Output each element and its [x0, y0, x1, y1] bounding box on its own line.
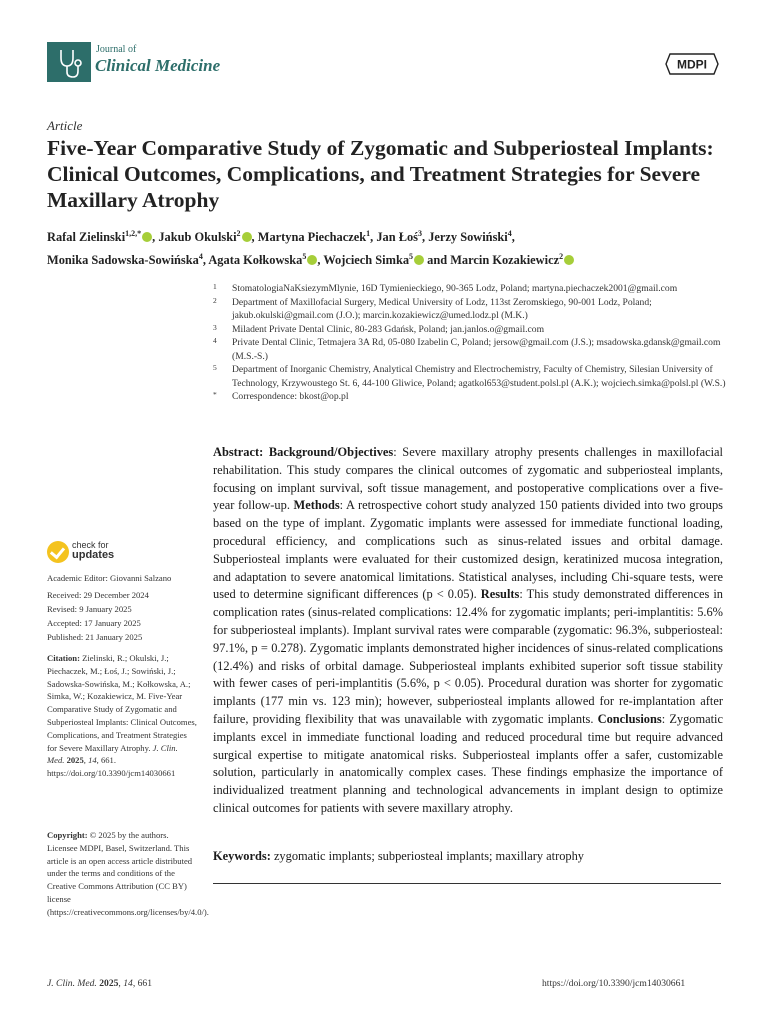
abstract	[213, 444, 723, 818]
copyright-text: © 2025 by the authors. Licensee MDPI, Basel, Switzerland. This article is an open access article distributed under the terms and conditions of the Creative Commons Attribution (CC BY) license (https://creativecommons.org/licenses/by/4.0/).	[47, 830, 209, 917]
orcid-icon[interactable]	[564, 255, 574, 265]
publisher-name: MDPI	[677, 57, 707, 72]
check-icon	[47, 541, 69, 563]
conclusions-label: Conclusions	[597, 711, 662, 726]
journal-logo	[47, 42, 91, 82]
author-name: Rafal Zielinski	[47, 230, 126, 245]
divider	[213, 883, 721, 884]
abstract-label: Abstract:	[213, 445, 264, 459]
author-affiliation-mark: 1,2,*	[125, 229, 142, 238]
author-separator: ,	[152, 230, 159, 245]
affiliation-text: Department of Inorganic Chemistry, Analytical Chemistry and Electrochemistry, Faculty of Chemistry, Silesian University of Technology, Krzywoustego St. 6, 44-100 Gliwice, Poland; agatkol653@student.polsl.pl (A.K.); wojciech.simka@polsl.pl (W.S.)	[232, 364, 726, 389]
author-name: Martyna Piechaczek	[257, 230, 367, 245]
footer-year: 2025	[99, 978, 119, 989]
footer-doi-link[interactable]: https://doi.org/10.3390/jcm14030661	[542, 978, 686, 989]
author-separator: ,	[422, 230, 429, 245]
footer-journal: J. Clin. Med.	[47, 978, 97, 989]
citation: Citation: Zielinski, R.; Okulski, J.; Piechaczek, M.; Łoś, J.; Sowiński, J.; Sadowska-Sowińska, M.; Kołkowska, A.; Simka, W.; Kozakiewicz, M. Five-Year Comparative Study of Zygomatic and Subperiosteal Implants: Clinical Outcomes, Complications, and Treatment Strategies for Severe Maxillary Atrophy. J. Clin. Med. 2025, 14, 661. https://doi.org/10.3390/jcm14030661	[47, 653, 197, 779]
affiliation-number: 3	[213, 322, 217, 332]
orcid-icon[interactable]	[307, 255, 317, 265]
author-affiliation-mark: 2	[236, 229, 241, 238]
author-name: Jakub Okulski	[158, 230, 237, 245]
author-name: Wojciech Simka	[323, 253, 410, 268]
author-name: Jan Łoś	[376, 230, 419, 245]
check-updates-line2: updates	[72, 549, 115, 561]
affiliation-item	[213, 282, 733, 296]
citation-pages: 661. https://doi.org/10.3390/jcm14030661	[47, 755, 176, 779]
accepted-date: Accepted: 17 January 2025	[47, 618, 141, 628]
affiliation-text: Private Dental Clinic, Tetmajera 3A Rd, 05-080 Izabelin C, Poland; jersow@gmail.com (J.S.); msadowska.gdansk@gmail.com (M.S.-S.)	[232, 337, 721, 362]
citation-volume: 14	[88, 755, 97, 766]
affiliation-number: 4	[213, 336, 217, 345]
orcid-icon[interactable]	[142, 232, 152, 242]
author-affiliation-mark: 3	[418, 229, 423, 238]
author-affiliation-mark: 5	[409, 252, 414, 262]
orcid-icon[interactable]	[242, 232, 252, 242]
orcid-icon[interactable]	[414, 255, 424, 265]
affiliation-item	[213, 363, 733, 390]
affiliation-text: Miladent Private Dental Clinic, 80-283 Gdańsk, Poland; jan.janlos.o@gmail.com	[232, 323, 545, 335]
check-updates-line1: check for	[72, 540, 109, 550]
keywords	[213, 849, 723, 864]
keywords-text: zygomatic implants; subperiosteal implants; maxillary atrophy	[273, 849, 584, 863]
methods-label: Methods	[293, 498, 340, 513]
author-name: Monika Sadowska-Sowińska	[47, 253, 199, 268]
author-separator: ,	[251, 230, 258, 245]
author-name: Jerzy Sowiński	[428, 230, 508, 245]
footer-citation: J. Clin. Med. 2025, 14, 661	[47, 978, 152, 989]
author-affiliation-mark: 4	[507, 229, 512, 238]
affiliation-number: 2	[213, 295, 217, 305]
author-separator: ,	[202, 253, 209, 268]
revised-date: Revised: 9 January 2025	[47, 604, 132, 614]
results-text: : This study demonstrated differences in complication rates (sinus-related complications: 12.4% for zygomatic implants; peri-implantitis: 5.6% for subperiosteal implants). Implant survival rates were comparable (zygomatic: 96.3%, subperiosteal: 97.1%, p = 0.278). Zygomatic implants demonstrated higher incidences of sinus-related complications (12.4%) and risks of orbital damage. Subperiosteal implants exhibited superior soft tissue stability with fewer cases of peri-implantitis (5.6%, p < 0.05). Procedural duration was shorter for zygomatic implants (177 min vs. 123 min); however, subperiosteal implants allowed for re-implantation after failure, providing flexibility that was unavailable with zygomatic implants.	[213, 587, 723, 726]
journal-name: Clinical Medicine	[95, 56, 221, 75]
author-affiliation-mark: 4	[198, 252, 203, 262]
academic-editor: Academic Editor: Giovanni Salzano	[47, 573, 172, 583]
affiliation-text: Department of Maxillofacial Surgery, Medical University of Lodz, 113st Zeromskiego, 90-001 Lodz, Poland; jakub.okulski@gmail.com (J.O.); marcin.kozakiewicz@umed.lodz.pl (M.K.)	[232, 296, 652, 321]
background-text: : Severe maxillary atrophy presents challenges in maxillofacial rehabilitation. This study compares the clinical outcomes of zygomatic and subperiosteal implants, focusing on implant survival, soft tissue management, and postoperative complications over a five-year follow-up.	[213, 445, 723, 513]
author-separator: ,	[370, 230, 377, 245]
affiliation-text: Correspondence: bkost@op.pl	[232, 391, 349, 402]
author-affiliation-mark: 2	[559, 252, 564, 262]
footer-volume: 14	[123, 978, 133, 989]
author-separator: and	[424, 253, 451, 268]
check-for-updates-button[interactable]	[47, 540, 147, 566]
publisher-logo	[664, 51, 720, 77]
citation-text: Zielinski, R.; Okulski, J.; Piechaczek, M.; Łoś, J.; Sowiński, J.; Sadowska-Sowińska, M.; Kołkowska, A.; Simka, W.; Kozakiewicz, M. Five-Year Comparative Study of Zygomatic and Subperiosteal Implants: Clinical Outcomes, Complications, and Treatment Strategies for Severe Maxillary Atrophy.	[47, 653, 197, 753]
background-label: Background/Objectives	[268, 445, 394, 459]
author-name: Marcin Kozakiewicz	[450, 253, 560, 268]
affiliation-number: 1	[213, 282, 217, 291]
affiliation-item	[213, 390, 733, 404]
author-name: Agata Kołkowska	[208, 253, 303, 268]
received-date: Received: 29 December 2024	[47, 590, 149, 600]
author-list	[47, 224, 727, 270]
citation-label: Citation:	[47, 653, 80, 663]
stethoscope-icon	[47, 42, 91, 82]
citation-journal: J. Clin. Med.	[47, 742, 178, 766]
conclusions-text: : Zygomatic implants excel in immediate functional loading and reduced procedural time but require advanced surgical expertise to mitigate anatomical risks. Subperiosteal implants offer a safer, customizable solution, particularly in anatomically complex cases. These findings emphasize the importance of individualized treatment planning and technological advancements in implant design to optimize clinical outcomes for patients with severe maxillary atrophy.	[213, 711, 724, 815]
affiliation-number: 5	[213, 363, 217, 372]
affiliation-number: *	[213, 390, 217, 399]
published-date: Published: 21 January 2025	[47, 632, 143, 642]
author-separator: ,	[511, 230, 515, 245]
citation-year: 2025	[66, 755, 84, 766]
author-affiliation-mark: 1	[366, 229, 371, 238]
article-title: Five-Year Comparative Study of Zygomatic and Subperiosteal Implants: Clinical Outcomes, Complications, and Treatment Strategies for Severe Maxillary Atrophy	[47, 136, 714, 212]
copyright	[47, 829, 209, 919]
methods-text: : A retrospective cohort study analyzed 150 patients divided into two groups based on the type of implant. Zygomatic implants were assessed for immediate functional loading, procedural efficiency, and complications such as sinus-related issues and orbital damage. Subperiosteal implants were evaluated for their customized design, keratinized mucosa integration, and adaptation to severe anatomical limitations. Statistical analyses, including Chi-square tests, were used to determine significant differences (p < 0.05).	[213, 498, 723, 602]
affiliation-item	[213, 323, 733, 337]
results-label: Results	[480, 587, 520, 602]
author-separator: ,	[317, 253, 324, 268]
affiliation-text: StomatologiaNaKsiezymMlynie, 16D Tymienieckiego, 90-365 Lodz, Poland; martyna.piechaczek2001@gmail.com	[232, 283, 678, 294]
journal-prefix: Journal of	[96, 44, 137, 55]
affiliations	[213, 282, 733, 404]
affiliation-item	[213, 336, 733, 363]
keywords-label: Keywords:	[213, 849, 271, 863]
affiliation-item	[213, 296, 733, 323]
author-affiliation-mark: 5	[302, 252, 307, 262]
article-type: Article	[47, 118, 83, 133]
footer-article-no: 661	[137, 978, 152, 989]
copyright-label: Copyright:	[47, 830, 88, 840]
